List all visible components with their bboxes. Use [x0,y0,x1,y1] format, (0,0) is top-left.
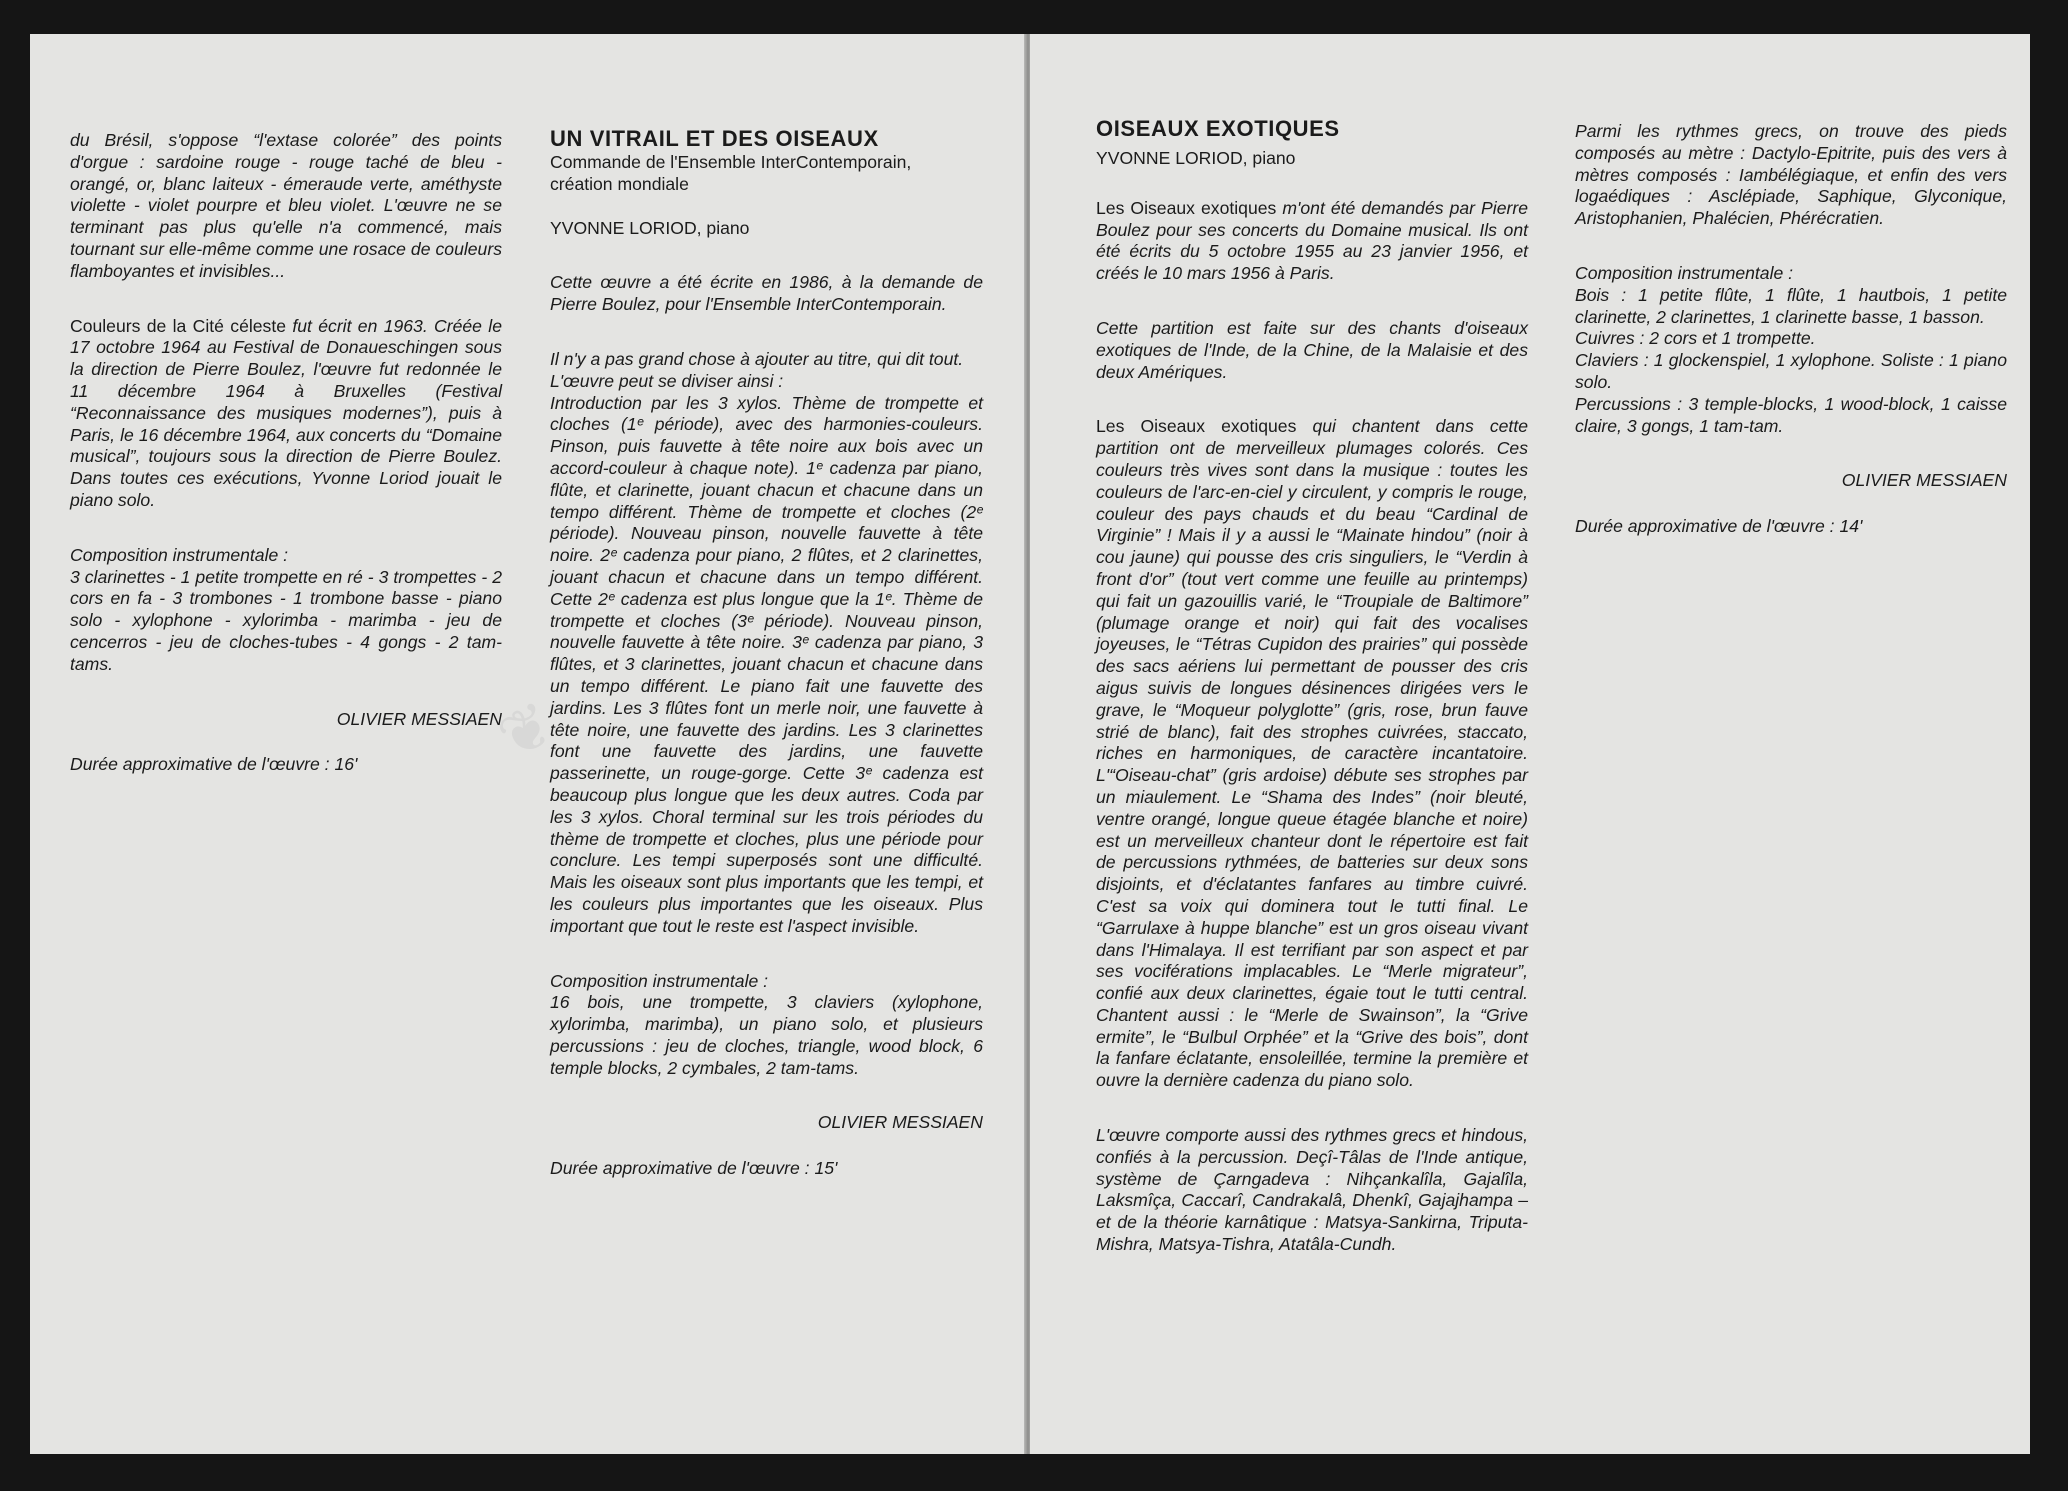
col3-origin-text: m'ont été demandés par Pierre Boulez pour ses concerts du Domaine musical. Ils ont été écrits du 5 octobre 1955 au 23 janvier 1956, et créés le 10 mars 1956 à Paris. [1096,197,1528,284]
work-title-oiseaux-2: Les Oiseaux exotiques [1096,416,1297,437]
col2-structure-lead: L'œuvre peut se diviser ainsi : [550,370,784,391]
col2-paragraph-origin: Cette œuvre a été écrite en 1986, à la demande de Pierre Boulez, pour l'Ensemble InterContemporain. [550,272,983,315]
col3-paragraph-birds [1096,416,1528,1092]
col3-birds-text: qui chantent dans cette partition ont de merveilleux plumages colorés. Ces couleurs très vives sont dans la musique : toutes les couleurs de l'arc-en-ciel y circulent, y compris le rouge, couleur des pays chauds et du beau “Cardinal de Virginie” ! Mais il y a aussi le “Mainate hindou” (noir à cou jaune) qui pousse des cris singuliers, le “Verdin à front d'or” (tout vert comme une feuille au printemps) qui fait un gazouillis varié, le “Troupiale de Baltimore” (plumage orange et noir) qui fait des vocalises joyeuses, le “Tétras Cupidon des prairies” qui possède des sacs aériens lui permettant de pousser des cris aigus suivis de longues désinences dirigées vers le grave, le “Moqueur polyglotte” (gris, rose, brun fauve strié de blanc), fait des strophes cuivrées, staccato, riches en harmoniques, de caractère incantatoire. L'“Oiseau-chat” (gris ardoise) débute ses strophes par un miaulement. Le “Shama des Indes” (noir bleuté, ventre orangé, longue queue étagée blanche et noire) est un merveilleux chanteur dont le répertoire est fait de percussions rythmées, de batteries sur deux sons disjoints, et d'éclatantes fanfares au timbre cuivré. C'est sa voix qui dominera tout le tutti final. Le “Garrulaxe à huppe blanche” est un gros oiseau vivant dans l'Himalaya. Il est terrifiant par son aspect et par ses vociférations implacables. Le “Merle migrateur”, confié aux deux clarinettes, égaie tout le tutti central. Chantent aussi : le “Merle de Swainson”, la “Grive ermite”, le “Bulbul Orphée” et la “Grive des bois”, dont la fanfare éclatante, ensoleillée, termine la première et ouvre la dernière cadenza du piano solo. [1096,416,1528,1091]
col1-paragraph-intro: du Brésil, s'oppose “l'extase colorée” des points d'orgue : sardoine rouge - rouge taché de bleu - orangé, or, blanc laiteux - émeraude verte, améthyste violette - violet pourpre et bleu violet. L'œuvre ne se terminant pas plus qu'elle n'a commencé, mais tournant sur elle-même comme une rosace de couleurs flamboyantes et invisibles... [70,130,502,281]
col4-percussions: Percussions : 3 temple-blocks, 1 wood-block, 1 caisse claire, 3 gongs, 1 tam-tam. [1575,393,2007,436]
col1-duration: Durée approximative de l'œuvre : 16' [70,754,358,775]
col2-instrumentation [550,971,983,1080]
col4-instrumentation [1575,263,2007,437]
col1-paragraph-history [70,316,502,512]
col2-comp-text: 16 bois, une trompette, 3 claviers (xylophone, xylorimba, marimba), un piano solo, et plusieurs percussions : jeu de cloches, triangle, wood block, 6 temple blocks, 2 cymbales, 2 tam-tams. [550,992,983,1078]
right-page [1030,34,2030,1454]
commission-line-1: Commande de l'Ensemble InterContemporain, [550,152,912,172]
col4-paragraph-greek: Parmi les rythmes grecs, on trouve des pieds composés au mètre : Dactylo-Epitrite, puis des vers à mètres composés : Iambélégiaque, et enfin des vers logaédiques : Asclépiade, Saphique, Glyconique, Aristophanien, Phalécien, Phérécratien. [1575,121,2007,229]
right-column-2 [1575,121,2007,571]
col4-claviers: Claviers : 1 glockenspiel, 1 xylophone. Soliste : 1 piano solo. [1575,350,2007,392]
col1-history-text: fut écrit en 1963. Créée le 17 octobre 1964 au Festival de Donaueschingen sous la direction de Pierre Boulez, l'œuvre fut redonnée le 11 décembre 1964 à Bruxelles (Festival “Reconnaissance des musiques modernes”), puis à Paris, le 16 décembre 1964, aux concerts du “Domaine musical”, toujours sous la direction de Pierre Boulez. Dans toutes ces exécutions, Yvonne Loriod jouait le piano solo. [70,315,502,510]
work-title-oiseaux-1: Les Oiseaux exotiques [1096,197,1277,218]
work-title-couleurs: Couleurs de la Cité céleste [70,315,287,336]
col3-paragraph-rhythms: L'œuvre comporte aussi des rythmes grecs et hindous, confiés à la percussion. Deçî-Tâlas de l'Inde antique, système de Çarngadeva : Nihçankalîla, Gajalîla, Laksmîça, Caccarî, Candrakalâ, Dhenkî, Gajajhampa – et de la théorie karnâtique : Matsya-Sankirna, Triputa-Mishra, Matsya-Tishra, Atatâla-Cundh. [1096,1125,1528,1255]
col1-instrumentation [70,545,502,676]
col4-cuivres: Cuivres : 2 cors et 1 trompette. [1575,328,1816,349]
performer-vitrail: YVONNE LORIOD, piano [550,217,750,238]
right-column-1 [1096,116,1528,1289]
heading-vitrail: UN VITRAIL ET DES OISEAUX [550,126,879,151]
col4-comp-label: Composition instrumentale : [1575,262,1794,283]
col3-paragraph-origin [1096,198,1528,285]
col4-signature: OLIVIER MESSIAEN [1841,470,2007,491]
heading-oiseaux-exotiques: OISEAUX EXOTIQUES [1096,116,1340,141]
col4-duration: Durée approximative de l'œuvre : 14' [1575,516,1863,537]
col2-paragraph-structure [550,349,983,938]
col1-comp-text: 3 clarinettes - 1 petite trompette en ré - 3 trompettes - 2 cors en fa - 3 trombones - 1 trombone basse - piano solo - xylophone - xylorimba - marimba - jeu de cencerros - jeu de cloches-tubes - 4 gongs - 2 tam-tams. [70,566,502,674]
left-column-2 [550,126,983,1213]
col2-comp-label: Composition instrumentale : [550,970,769,991]
left-column-1 [70,130,502,809]
col3-paragraph-sources: Cette partition est faite sur des chants d'oiseaux exotiques de l'Inde, de la Chine, de la Malaisie et des deux Amériques. [1096,317,1528,382]
watermark: ❦ [485,686,567,775]
col2-signature: OLIVIER MESSIAEN [817,1112,983,1133]
col1-signature: OLIVIER MESSIAEN [336,708,502,729]
col4-bois: Bois : 1 petite flûte, 1 flûte, 1 hautbois, 1 petite clarinette, 2 clarinettes, 1 clarinette basse, 1 basson. [1575,284,2007,327]
left-page [30,34,1026,1454]
commission-line-2: création mondiale [550,173,689,194]
commission-note [550,152,983,196]
col1-comp-label: Composition instrumentale : [70,544,289,565]
performer-oiseaux: YVONNE LORIOD, piano [1096,148,1296,168]
col2-duration: Durée approximative de l'œuvre : 15' [550,1158,838,1179]
col2-structure-body: Introduction par les 3 xylos. Thème de trompette et cloches (1ᵉ période), avec des harmonies-couleurs. Pinson, puis fauvette à tête noire aux bois avec un accord-couleur à chaque note). 1ᵉ cadenza par piano, flûte, et clarinette, jouant chacun et chacune dans un tempo différent. Thème de trompette et cloches (2ᵉ période). Nouveau pinson, nouvelle fauvette à tête noire. 2ᵉ cadenza pour piano, 2 flûtes, et 2 clarinettes, jouant chacun et chacune dans un tempo différent. Cette 2ᵉ cadenza est plus longue que la 1ᵉ. Thème de trompette et cloches (3ᵉ période). Nouveau pinson, nouvelle fauvette à tête noire. 3ᵉ cadenza par piano, 3 flûtes, et 3 clarinettes, jouant chacun et chacune dans un tempo différent. Le piano fait une fauvette des jardins. Les 3 flûtes font un merle noir, une fauvette à tête noire, une fauvette des jardins. Les 3 clarinettes font une fauvette des jardins, une fauvette passerinette, un rouge-gorge. Cette 3ᵉ cadenza est beaucoup plus longue que les deux autres. Coda par les 3 xylos. Choral terminal sur les trois périodes du thème de trompette et cloches, plus une période pour conclure. Les tempi superposés sont une difficulté. Mais les oiseaux sont plus importants que les tempi, et les couleurs plus importantes que les oiseaux. Plus important que tout le reste est l'aspect invisible. [550,392,983,936]
col2-structure-intro: Il n'y a pas grand chose à ajouter au titre, qui dit tout. [550,348,964,369]
